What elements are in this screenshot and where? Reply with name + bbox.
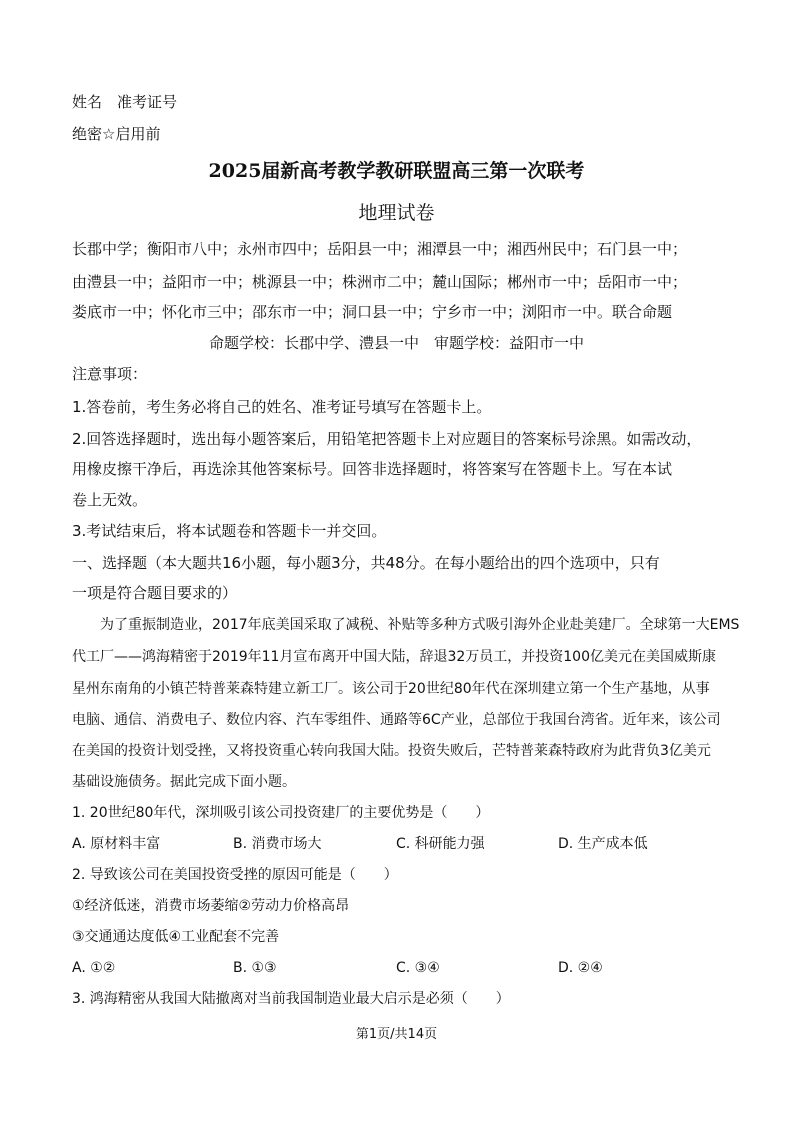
q1-option-a: A. 原材料丰富	[72, 836, 161, 852]
notice-item-2: 2.回答选择题时，选出每小题答案后，用铅笔把答题卡上对应题目的答案标号涂黑。如需改动，	[72, 430, 702, 448]
passage-line-3: 星州东南角的小镇芒特普莱森特建立新工厂。该公司于20世纪80年代在深圳建立第一个生产基地，从事	[72, 681, 710, 697]
q2-statements-2: ③交通通达度低④工业配套不完善	[72, 929, 280, 945]
candidate-info-line: 姓名 准考证号	[72, 93, 178, 111]
passage-line-1: 为了重振制造业，2017年底美国采取了减税、补贴等多种方式吸引海外企业赴美建厂。全球第一大EMS	[100, 617, 740, 633]
notice-item-3: 3.考试结束后，将本试题卷和答题卡一并交回。	[72, 522, 387, 540]
passage-line-5: 在美国的投资计划受挫，又将投资重心转向我国大陆。投资失败后，芒特普莱森特政府为此背负3亿美元	[72, 743, 711, 759]
passage-line-4: 电脑、通信、消费电子、数位内容、汽车零组件、通路等6C产业，总部位于我国台湾省。近年来，该公司	[72, 712, 721, 728]
q1-option-d: D. 生产成本低	[558, 836, 648, 852]
notice-item-2-end: 卷上无效。	[72, 491, 148, 509]
exam-title: 2025届新高考教学教研联盟高三第一次联考	[208, 160, 585, 182]
q2-statements-1: ①经济低迷，消费市场萎缩②劳动力价格高昂	[72, 898, 350, 914]
q3-stem: 3. 鸿海精密从我国大陆撤离对当前我国制造业最大启示是必须（ ）	[72, 991, 510, 1007]
schools-line-3: 娄底市一中；怀化市三中；邵东市一中；洞口县一中；宁乡市一中；浏阳市一中。联合命题	[72, 303, 673, 321]
q2-option-c: C. ③④	[396, 960, 440, 976]
q2-option-a: A. ①②	[72, 960, 116, 976]
q1-option-c: C. 科研能力强	[396, 836, 485, 852]
exam-subject: 地理试卷	[358, 202, 435, 224]
notice-item-1: 1.答卷前，考生务必将自己的姓名、准考证号填写在答题卡上。	[72, 398, 492, 416]
schools-line-1: 长郡中学；衡阳市八中；永州市四中；岳阳县一中；湘潭县一中；湘西州民中；石门县一中；	[72, 240, 688, 258]
q1-option-b: B. 消费市场大	[233, 836, 322, 852]
page-number: 第1页/共14页	[355, 1027, 438, 1042]
schools-line-2: 由澧县一中；益阳市一中；桃源县一中；株洲市二中；麓山国际；郴州市一中；岳阳市一中；	[72, 273, 688, 291]
passage-line-6: 基础设施债务。据此完成下面小题。	[72, 774, 296, 790]
q2-option-b: B. ①③	[233, 960, 277, 976]
q2-option-d: D. ②④	[558, 960, 603, 976]
q2-stem: 2. 导致该公司在美国投资受挫的原因可能是（ ）	[72, 867, 398, 883]
section-heading: 一、选择题（本大题共16小题，每小题3分，共48分。在每小题给出的四个选项中，只有	[72, 554, 660, 572]
setters-line: 命题学校：长郡中学、澧县一中 审题学校：益阳市一中	[208, 334, 584, 352]
notice-item-2-cont: 用橡皮擦干净后，再选涂其他答案标号。回答非选择题时，将答案写在答题卡上。写在本试	[72, 460, 673, 478]
q1-stem: 1. 20世纪80年代，深圳吸引该公司投资建厂的主要优势是（ ）	[72, 805, 490, 821]
confidential-mark: 绝密☆启用前	[72, 125, 161, 143]
section-heading-cont: 一项是符合题目要求的）	[72, 584, 238, 602]
notice-heading: 注意事项：	[72, 365, 148, 383]
passage-line-2: 代工厂——鸿海精密于2019年11月宣布离开中国大陆，辞退32万员工，并投资100亿美元在美国威斯康	[72, 649, 716, 665]
